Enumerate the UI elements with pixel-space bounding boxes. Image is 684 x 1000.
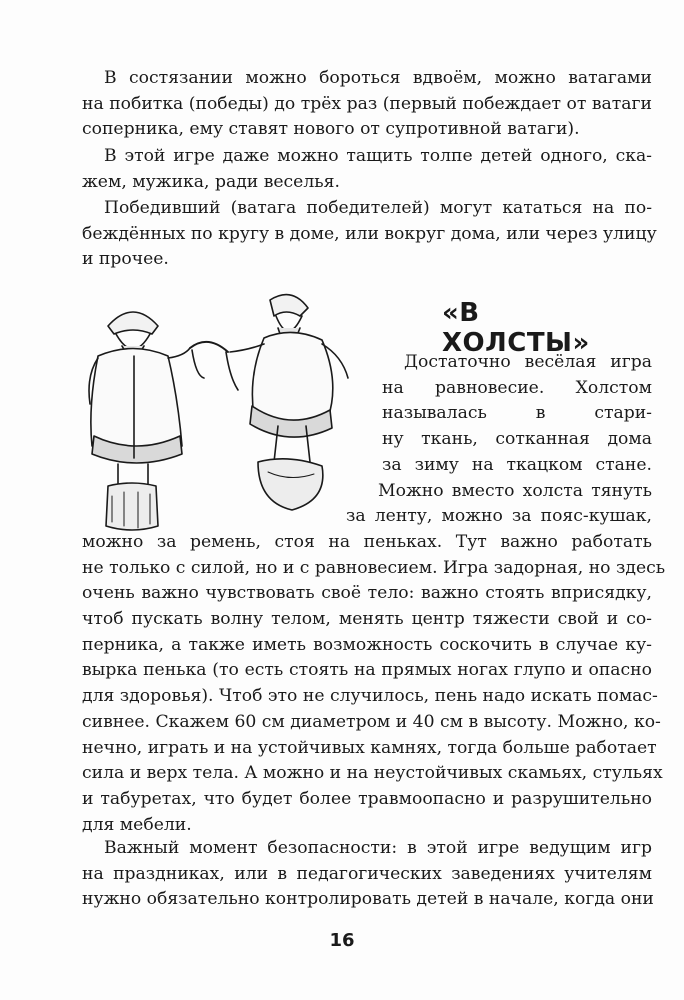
text-line: называлась в стари- (382, 403, 652, 424)
text-line: и табуретах, что будет более травмоопасно и разрушительно (82, 788, 652, 809)
paragraph-2 (82, 144, 652, 195)
text-line: на побитка (победы) до трёх раз (первый побеждает от ватаги (82, 93, 652, 114)
text-line: чтоб пускать волну телом, менять центр тяжести свой и со- (82, 609, 652, 630)
page-number: 16 (329, 930, 355, 951)
text-line: сила и верх тела. А можно и на неустойчивых скамьях, стульях (82, 763, 663, 784)
text-line: нечно, играть и на устойчивых камнях, тогда больше работает (82, 737, 657, 758)
text-line: Можно вместо холста тянуть (378, 480, 652, 501)
text-line: жем, мужика, ради веселья. (82, 171, 340, 192)
text-line: перника, а также иметь возможность соскочить в случае ку- (82, 634, 652, 655)
text-line: на праздниках, или в педагогических заведениях учителям (82, 863, 652, 884)
text-line: соперника, ему ставят нового от супротивной ватаги). (82, 119, 580, 140)
text-line: и прочее. (82, 249, 169, 270)
text-line: можно за ремень, стоя на пеньках. Тут важно работать (82, 531, 652, 552)
text-line: для здоровья). Чтоб это не случилось, пень надо искать помас- (82, 686, 658, 707)
text-line: ну ткань, сотканная дома (382, 429, 652, 450)
text-line: не только с силой, но и с равновесием. Игра задорная, но здесь (82, 557, 666, 578)
text-line: Победивший (ватага победителей) могут кататься на по- (104, 198, 652, 218)
text-line: Достаточно весёлая игра (404, 352, 652, 372)
section-title: «В ХОЛСТЫ» (442, 298, 590, 358)
text-line: за зиму на ткацком стане. (382, 454, 652, 475)
text-line: В состязании можно бороться вдвоём, можно ватагами (104, 68, 652, 88)
text-line: для мебели. (82, 814, 192, 835)
text-line: на равновесие. Холстом (382, 377, 652, 398)
text-line: Важный момент безопасности: в этой игре ведущим игр (104, 838, 652, 858)
text-line: сивнее. Скажем 60 см диаметром и 40 см в высоту. Можно, ко- (82, 711, 661, 732)
paragraph-5 (82, 836, 652, 913)
text-line: вырка пенька (то есть стоять на прямых ногах глупо и опасно (82, 660, 652, 681)
text-line: за ленту, можно за пояс-кушак, (346, 506, 652, 527)
paragraph-1 (82, 66, 652, 143)
text-line: очень важно чувствовать своё тело: важно стоять вприсядку, (82, 583, 652, 604)
text-line: беждённых по кругу в доме, или вокруг дома, или через улицу (82, 223, 657, 244)
text-line: нужно обязательно контролировать детей в начале, когда они (82, 889, 654, 910)
paragraph-3 (82, 196, 657, 273)
wrapped-paragraph (82, 350, 666, 838)
text-line: В этой игре даже можно тащить толпе детей одного, ска- (104, 146, 652, 166)
